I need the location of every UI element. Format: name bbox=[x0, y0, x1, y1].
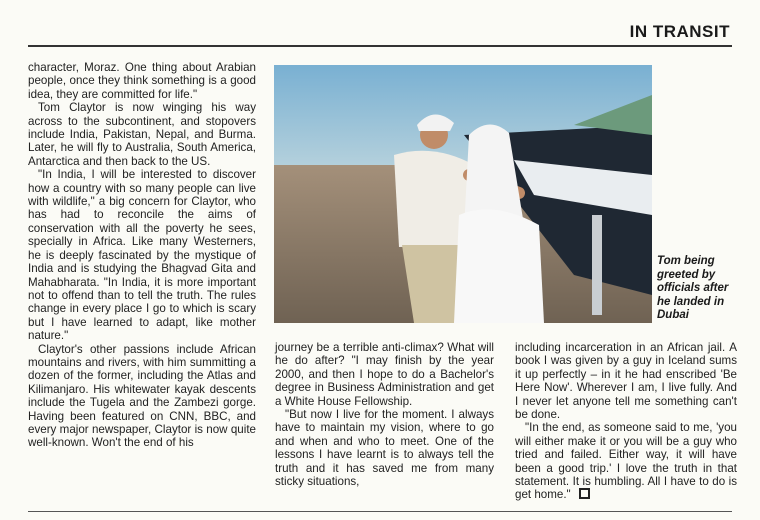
article-photo bbox=[274, 65, 652, 323]
photo-illustration bbox=[274, 65, 652, 323]
article-column-1 bbox=[28, 61, 256, 450]
paragraph: "But now I live for the moment. I always have to maintain my vision, where to go and when and who to meet. One of the lessons I have learnt is to always tell the truth and it has saved me from many sticky situations, bbox=[275, 408, 494, 489]
article-column-3 bbox=[515, 341, 737, 502]
paragraph: Tom Claytor is now winging his way across to the subcontinent, and stopovers include India, Pakistan, Nepal, and Burma. Later, he will fly to Australia, South America, Antarctica and then back to the US. bbox=[28, 101, 256, 168]
section-title: IN TRANSIT bbox=[629, 22, 730, 41]
paragraph-text: "In the end, as someone said to me, 'you will either make it or you will be a guy who tried and failed. Either way, it will have been a good trip.' I love the truth in that statement. It is humbling. All I have to do is get home." bbox=[515, 421, 737, 502]
paragraph: "In India, I will be interested to discover how a country with so many people can live with wildlife," a big concern for Claytor, who has had to reconcile the aims of conservation with all the poverty he sees, specially in Africa. Like many Westerners, he is deeply fascinated by the mystique of India and is studying the Bhagvad Gita and Mahabharata. "In India, it is more important not to offend than to tell the truth. The rules change in every place I go to which is scary but I have learned to adapt, like mother nature." bbox=[28, 168, 256, 343]
paragraph: character, Moraz. One thing about Arabian people, once they think something is a good idea, they are committed for life." bbox=[28, 61, 256, 101]
end-of-article-icon bbox=[579, 488, 590, 499]
article-column-2 bbox=[275, 341, 494, 488]
photo-caption: Tom being greeted by officials after he landed in Dubai bbox=[657, 255, 729, 321]
paragraph-last bbox=[515, 421, 737, 501]
header-rule bbox=[28, 45, 732, 47]
paragraph: Claytor's other passions include African mountains and rivers, with him summitting a dozen of the former, including the Atlas and Kilimanjaro. His whitewater kayak descents include the Tugela and the Zambezi gorge. Having been featured on CNN, BBC, and every major newspaper, Claytor is now quite well-known. Won't the end of his bbox=[28, 342, 256, 450]
paragraph: including incarceration in an African jail. A book I was given by a guy in Iceland sums it up perfectly – in it he had enscribed 'Be Here Now'. Wherever I am, I live fully. And I never let anyone tell me something can't be done. bbox=[515, 341, 737, 422]
paragraph: journey be a terrible anti-climax? What will he do after? "I may finish by the year 2000, and then I hope to do a Bachelor's degree in Business Administration and get a White House Fellowship. bbox=[275, 341, 494, 408]
footer-rule bbox=[28, 511, 732, 512]
